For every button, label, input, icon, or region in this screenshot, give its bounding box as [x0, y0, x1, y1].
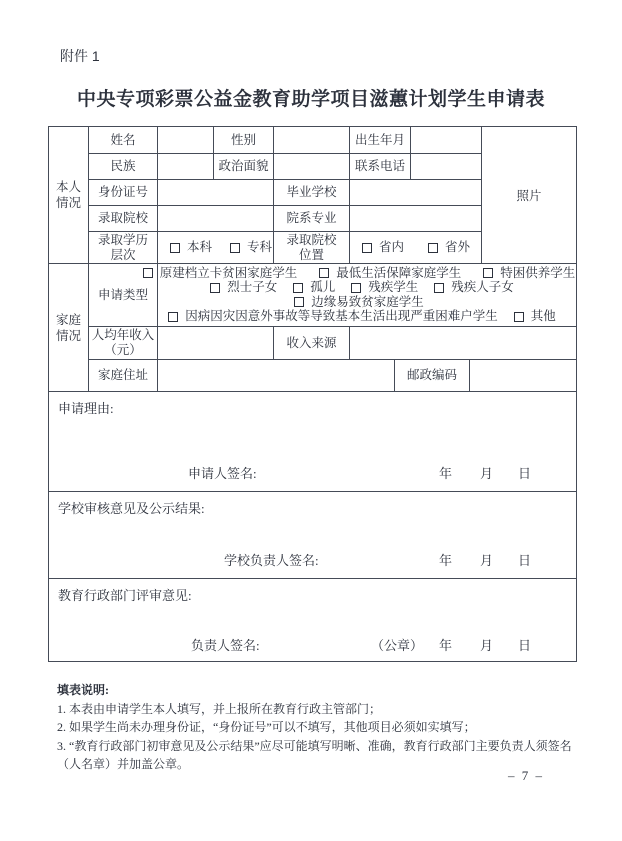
school-review-section: [49, 491, 576, 578]
checkbox-option: [210, 280, 277, 295]
income-label: [89, 327, 157, 359]
option-label: 省外: [445, 240, 471, 254]
day-label: 日: [518, 553, 532, 568]
school-sign-label: 学校负责人签名:: [224, 553, 319, 568]
school-signature-row: [49, 550, 576, 566]
gender-label: 性别: [213, 127, 273, 153]
instructions-title: 填表说明:: [57, 683, 109, 697]
birth-label: 出生年月: [349, 127, 410, 153]
table-row: [89, 264, 576, 326]
apply-type-label: 申请类型: [97, 287, 148, 302]
postal-code-value-cell: [469, 360, 576, 391]
instruction-item-3: 3. “教育行政部门初审意见及公示结果”应尽可能填写明晰、准确，教育行政部门主要负责人须签名（人名章）并加盖公章。: [57, 738, 572, 771]
name-label: 姓名: [110, 132, 136, 147]
name-value-cell: [157, 127, 213, 153]
applicant-sign-label: 申请人签名:: [188, 466, 257, 481]
option-label: 孤儿: [310, 280, 336, 295]
checkbox-option-zhuanke: [230, 240, 272, 255]
checkbox-option-shengwai: [428, 240, 470, 255]
checkbox-option: [483, 266, 575, 281]
checkbox-icon: [434, 283, 444, 293]
checkbox-icon: [362, 243, 372, 253]
ethnicity-value-cell: [157, 154, 213, 179]
table-row: [89, 179, 481, 205]
address-value-cell: [157, 360, 394, 391]
option-label: 边缘易致贫家庭学生: [311, 294, 424, 309]
political-label: 政治面貌: [213, 154, 273, 179]
checkbox-icon: [514, 312, 524, 322]
option-label: 最低生活保障家庭学生: [336, 265, 462, 280]
checkbox-option: [319, 266, 461, 281]
checkbox-option: [351, 280, 418, 295]
photo-label: 照片: [516, 189, 542, 203]
table-row: [89, 127, 481, 153]
attachment-label: 附件 1: [60, 48, 100, 64]
education-level-options-cell: [157, 232, 273, 263]
location-label: [273, 232, 349, 263]
personal-info-section: [49, 127, 576, 263]
income-label-line2: （元）: [104, 343, 142, 358]
checkbox-option: [168, 309, 498, 324]
birth-value-cell: [410, 127, 481, 153]
month-label: 月: [480, 553, 494, 568]
checkbox-option: [514, 309, 556, 324]
phone-value-cell: [410, 154, 481, 179]
family-info-section: [49, 263, 576, 391]
checkbox-icon: [294, 297, 304, 307]
admin-review-title: 教育行政部门评审意见:: [58, 588, 192, 603]
checkbox-icon: [351, 283, 361, 293]
location-options-cell: [349, 232, 481, 263]
id-number-value-cell: [157, 180, 273, 205]
application-form-table: [48, 126, 577, 662]
year-label: 年: [439, 553, 453, 568]
admin-review-section: [49, 578, 576, 663]
checkbox-icon: [428, 243, 438, 253]
year-label: 年: [439, 638, 453, 653]
family-grid: [89, 264, 576, 391]
option-label: 特困供养学生: [500, 265, 576, 280]
checkbox-icon: [293, 283, 303, 293]
option-label: 因病因灾因意外事故等导致基本生活出现严重困难户学生: [185, 309, 498, 324]
address-label: 家庭住址: [97, 368, 148, 383]
checkbox-icon: [210, 283, 220, 293]
checkbox-option: [293, 280, 335, 295]
table-row: [89, 205, 481, 231]
checkbox-icon: [143, 268, 153, 278]
checkbox-icon: [319, 268, 329, 278]
option-label: 残疾人子女: [451, 280, 514, 295]
admin-signature-row: [49, 635, 576, 651]
checkbox-icon: [483, 268, 493, 278]
checkbox-option: [434, 280, 514, 295]
page-number: – 7 –: [508, 768, 544, 783]
option-label: 原建档立卡贫困家庭学生: [159, 265, 298, 280]
admitted-school-label: 录取院校: [97, 211, 148, 225]
admitted-school-value-cell: [157, 206, 273, 231]
apply-type-line-3: [294, 295, 446, 310]
year-label: 年: [439, 466, 453, 481]
family-section-header: [49, 264, 89, 391]
table-row: [89, 153, 481, 179]
personal-header-line2: 情况: [55, 196, 81, 210]
graduate-school-value-cell: [349, 180, 481, 205]
form-title: 中央专项彩票公益金教育助学项目滋蕙计划学生申请表: [76, 89, 545, 110]
education-level-label-line2: 层次: [110, 247, 136, 262]
apply-type-line-1: [143, 266, 598, 281]
photo-cell: [481, 127, 576, 263]
family-header-line1: 家庭: [55, 312, 81, 327]
location-label-line2: 位置: [298, 247, 324, 262]
admin-sign-label: 负责人签名:: [191, 638, 260, 653]
apply-type-line-4: [168, 310, 572, 325]
personal-grid: [89, 127, 481, 263]
gender-value-cell: [273, 127, 349, 153]
option-label: 烈士子女: [227, 280, 278, 295]
education-level-label-line1: 录取学历: [97, 232, 148, 247]
table-row: [89, 326, 576, 359]
option-label: 残疾学生: [368, 280, 419, 295]
checkbox-icon: [230, 243, 240, 253]
apply-reason-title: 申请理由:: [58, 401, 114, 416]
apply-type-line-2: [210, 281, 530, 296]
school-review-title: 学校审核意见及公示结果:: [58, 501, 205, 516]
instruction-item-2: 2. 如果学生尚未办理身份证，“身份证号”可以不填写，其他项目必须如实填写；: [57, 720, 476, 734]
month-label: 月: [480, 466, 494, 481]
department-value-cell: [349, 206, 481, 231]
option-label: 省内: [379, 240, 405, 254]
income-value-cell: [157, 327, 273, 359]
education-level-label: [89, 232, 157, 263]
month-label: 月: [480, 638, 494, 653]
option-label: 本科: [187, 240, 213, 254]
checkbox-icon: [170, 243, 180, 253]
checkbox-option-shengnei: [362, 240, 404, 255]
instruction-item-1: 1. 本表由申请学生本人填写，并上报所在教育行政主管部门；: [57, 701, 382, 716]
income-label-line1: 人均年收入: [91, 328, 155, 343]
option-label: 专科: [247, 240, 273, 254]
postal-code-label: 邮政编码: [394, 360, 469, 391]
fill-instructions: [57, 681, 574, 774]
checkbox-option: [294, 295, 424, 310]
id-number-label: 身份证号: [97, 185, 148, 199]
checkbox-option: [143, 266, 298, 281]
personal-header-line1: 本人: [55, 180, 81, 194]
department-label: 院系专业: [273, 206, 349, 231]
phone-label: 联系电话: [349, 154, 410, 179]
location-label-line1: 录取院校: [286, 232, 337, 247]
official-seal-label: （公章）: [371, 638, 424, 653]
income-source-label: 收入来源: [273, 327, 349, 359]
income-source-value-cell: [349, 327, 576, 359]
day-label: 日: [518, 466, 532, 481]
table-row: [89, 231, 481, 263]
checkbox-option-benke: [170, 240, 212, 255]
family-header-line2: 情况: [55, 328, 81, 343]
option-label: 其他: [530, 309, 556, 324]
ethnicity-label: 民族: [110, 159, 136, 173]
applicant-signature-row: [49, 463, 576, 479]
apply-type-options-cell: [157, 264, 576, 326]
political-value-cell: [273, 154, 349, 179]
checkbox-icon: [168, 312, 178, 322]
day-label: 日: [518, 638, 532, 653]
table-row: [89, 359, 576, 391]
graduate-school-label: 毕业学校: [273, 180, 349, 205]
personal-section-header: [49, 127, 89, 263]
apply-reason-section: [49, 391, 576, 491]
